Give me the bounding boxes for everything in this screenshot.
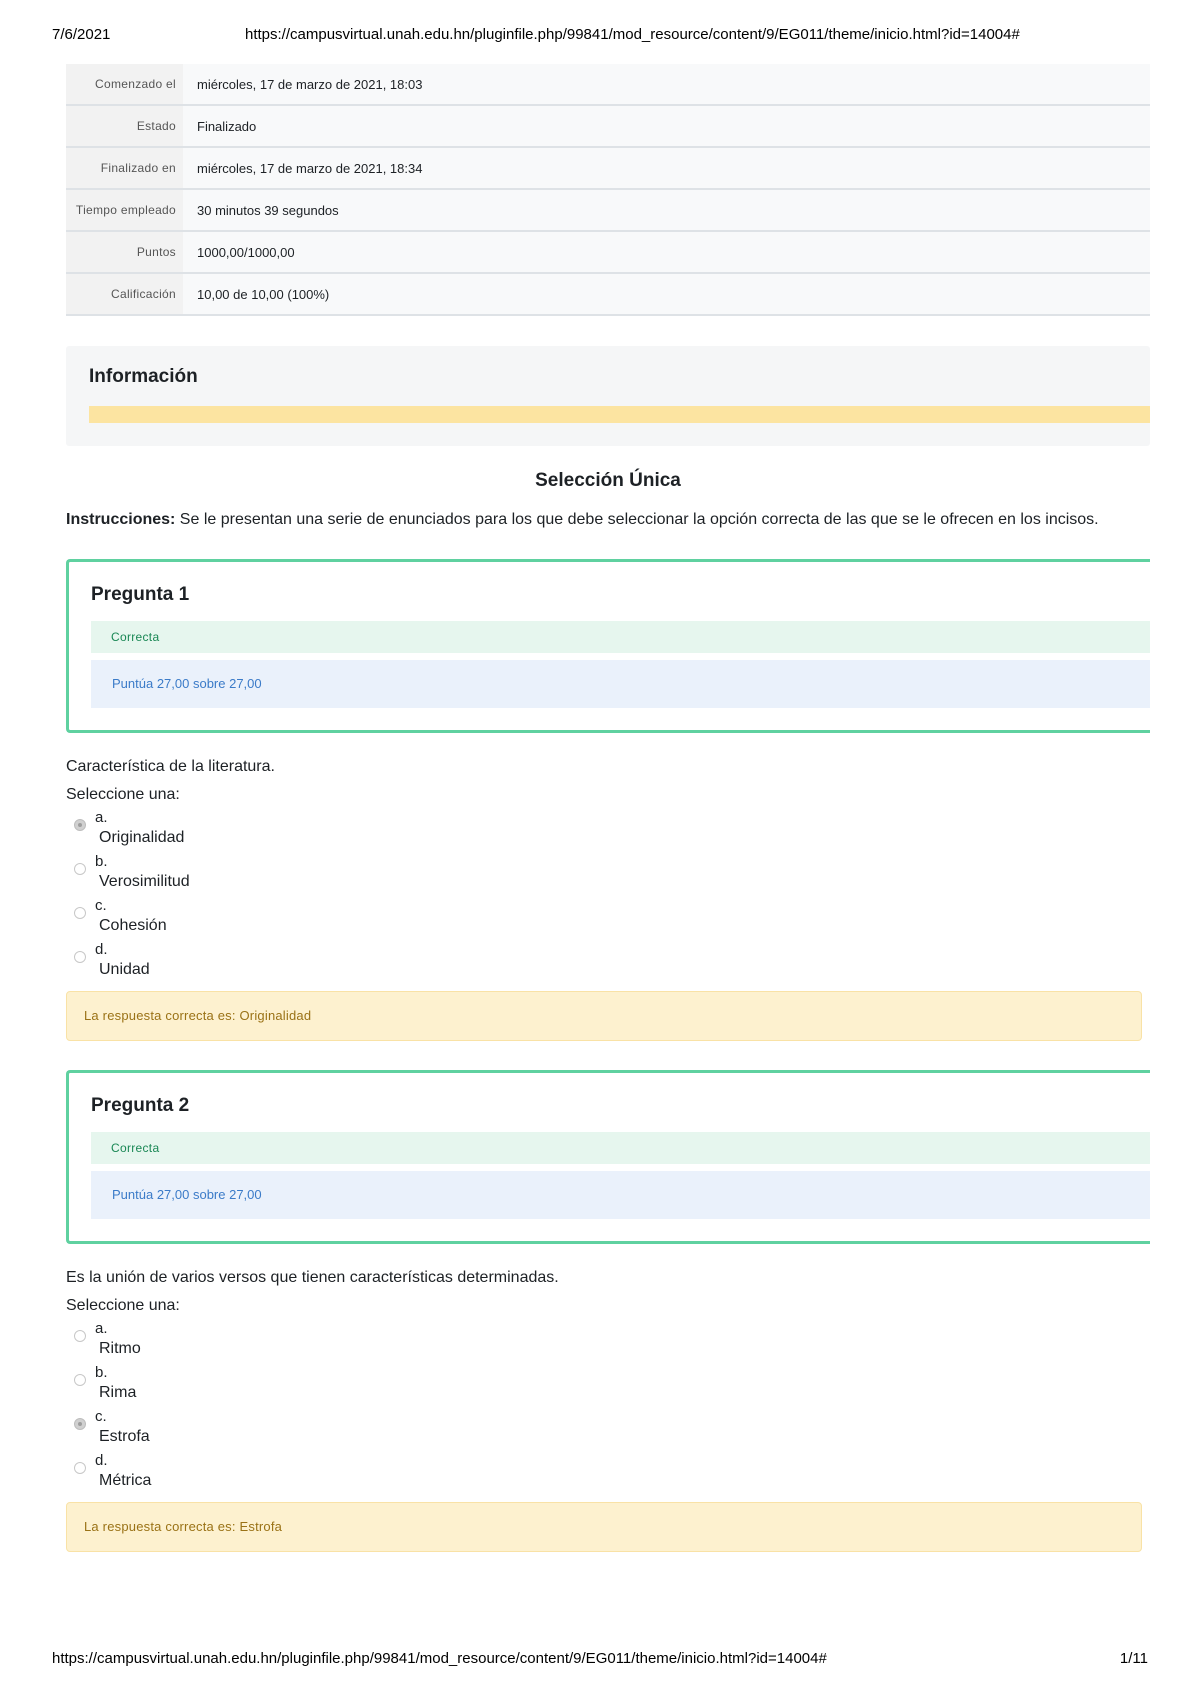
answer-letter: a. bbox=[95, 1320, 108, 1337]
answer-letter: b. bbox=[95, 853, 108, 870]
summary-value: 1000,00/1000,00 bbox=[183, 231, 1150, 273]
summary-row bbox=[66, 273, 1150, 315]
answer-text: Rima bbox=[99, 1384, 137, 1401]
answer-letter: a. bbox=[95, 809, 108, 826]
question-card bbox=[66, 1070, 1150, 1244]
instructions-text: Se le presentan una serie de enunciados para los que debe seleccionar la opción correcta de las que se le ofrecen en los incisos. bbox=[175, 511, 1099, 528]
radio-button[interactable] bbox=[74, 907, 86, 919]
summary-label: Comenzado el bbox=[66, 64, 183, 105]
radio-button[interactable] bbox=[74, 863, 86, 875]
answer-options bbox=[66, 809, 1150, 985]
summary-value: Finalizado bbox=[183, 105, 1150, 147]
answer-option[interactable] bbox=[66, 941, 1150, 985]
summary-row bbox=[66, 105, 1150, 147]
summary-value: 10,00 de 10,00 (100%) bbox=[183, 273, 1150, 315]
question-grade: Puntúa 27,00 sobre 27,00 bbox=[91, 1171, 1150, 1219]
question-text: Es la unión de varios versos que tienen características determinadas. bbox=[66, 1269, 559, 1286]
question-card bbox=[66, 559, 1150, 733]
question-title: Pregunta 1 bbox=[91, 584, 190, 605]
answer-text: Estrofa bbox=[99, 1428, 150, 1445]
question-text: Característica de la literatura. bbox=[66, 758, 275, 775]
answer-letter: b. bbox=[95, 1364, 108, 1381]
answer-text: Originalidad bbox=[99, 829, 185, 846]
summary-row bbox=[66, 231, 1150, 273]
summary-row bbox=[66, 64, 1150, 105]
print-footer-url: https://campusvirtual.unah.edu.hn/pluginfile.php/99841/mod_resource/content/9/EG011/theme/inicio.html?id=14004# bbox=[52, 1650, 827, 1667]
answer-option[interactable] bbox=[66, 1364, 1150, 1408]
answer-option[interactable] bbox=[66, 1452, 1150, 1496]
radio-button[interactable] bbox=[74, 1374, 86, 1386]
question-state: Correcta bbox=[91, 1132, 1150, 1164]
radio-button[interactable] bbox=[74, 951, 86, 963]
answer-options bbox=[66, 1320, 1150, 1496]
section-title: Selección Única bbox=[535, 470, 681, 491]
summary-label: Puntos bbox=[66, 231, 183, 273]
radio-button[interactable] bbox=[74, 1330, 86, 1342]
answer-text: Cohesión bbox=[99, 917, 167, 934]
questions-list bbox=[66, 559, 1150, 1552]
answer-option[interactable] bbox=[66, 853, 1150, 897]
correct-answer-feedback: La respuesta correcta es: Originalidad bbox=[66, 991, 1142, 1041]
instructions bbox=[66, 510, 1150, 530]
answer-text: Métrica bbox=[99, 1472, 152, 1489]
correct-answer-feedback: La respuesta correcta es: Estrofa bbox=[66, 1502, 1142, 1552]
radio-button[interactable] bbox=[74, 819, 86, 831]
summary-label: Calificación bbox=[66, 273, 183, 315]
info-bar bbox=[89, 406, 1150, 423]
answer-text: Ritmo bbox=[99, 1340, 141, 1357]
summary-label: Tiempo empleado bbox=[66, 189, 183, 231]
print-header-url: https://campusvirtual.unah.edu.hn/pluginfile.php/99841/mod_resource/content/9/EG011/theme/inicio.html?id=14004# bbox=[245, 26, 1020, 43]
summary-row bbox=[66, 189, 1150, 231]
answer-text: Verosimilitud bbox=[99, 873, 190, 890]
answer-option[interactable] bbox=[66, 897, 1150, 941]
question-title: Pregunta 2 bbox=[91, 1095, 190, 1116]
answer-letter: c. bbox=[95, 897, 107, 914]
answer-letter: d. bbox=[95, 941, 108, 958]
summary-value: 30 minutos 39 segundos bbox=[183, 189, 1150, 231]
summary-value: miércoles, 17 de marzo de 2021, 18:03 bbox=[183, 64, 1150, 105]
info-box bbox=[66, 346, 1150, 446]
answer-prompt: Seleccione una: bbox=[66, 1297, 180, 1314]
answer-text: Unidad bbox=[99, 961, 150, 978]
summary-label: Estado bbox=[66, 105, 183, 147]
attempt-summary-table bbox=[66, 64, 1150, 316]
quiz-review bbox=[66, 64, 1150, 1552]
page-number: 1/11 bbox=[1119, 1650, 1148, 1667]
answer-prompt: Seleccione una: bbox=[66, 786, 180, 803]
print-date: 7/6/2021 bbox=[52, 26, 111, 43]
answer-letter: c. bbox=[95, 1408, 107, 1425]
answer-option[interactable] bbox=[66, 1320, 1150, 1364]
question-grade: Puntúa 27,00 sobre 27,00 bbox=[91, 660, 1150, 708]
summary-row bbox=[66, 147, 1150, 189]
summary-label: Finalizado en bbox=[66, 147, 183, 189]
print-footer bbox=[52, 1650, 1148, 1670]
radio-button[interactable] bbox=[74, 1418, 86, 1430]
answer-option[interactable] bbox=[66, 809, 1150, 853]
radio-button[interactable] bbox=[74, 1462, 86, 1474]
print-header bbox=[52, 26, 1148, 46]
info-title: Información bbox=[89, 366, 198, 387]
instructions-label: Instrucciones: bbox=[66, 511, 176, 528]
question-state: Correcta bbox=[91, 621, 1150, 653]
answer-option[interactable] bbox=[66, 1408, 1150, 1452]
answer-letter: d. bbox=[95, 1452, 108, 1469]
summary-value: miércoles, 17 de marzo de 2021, 18:34 bbox=[183, 147, 1150, 189]
